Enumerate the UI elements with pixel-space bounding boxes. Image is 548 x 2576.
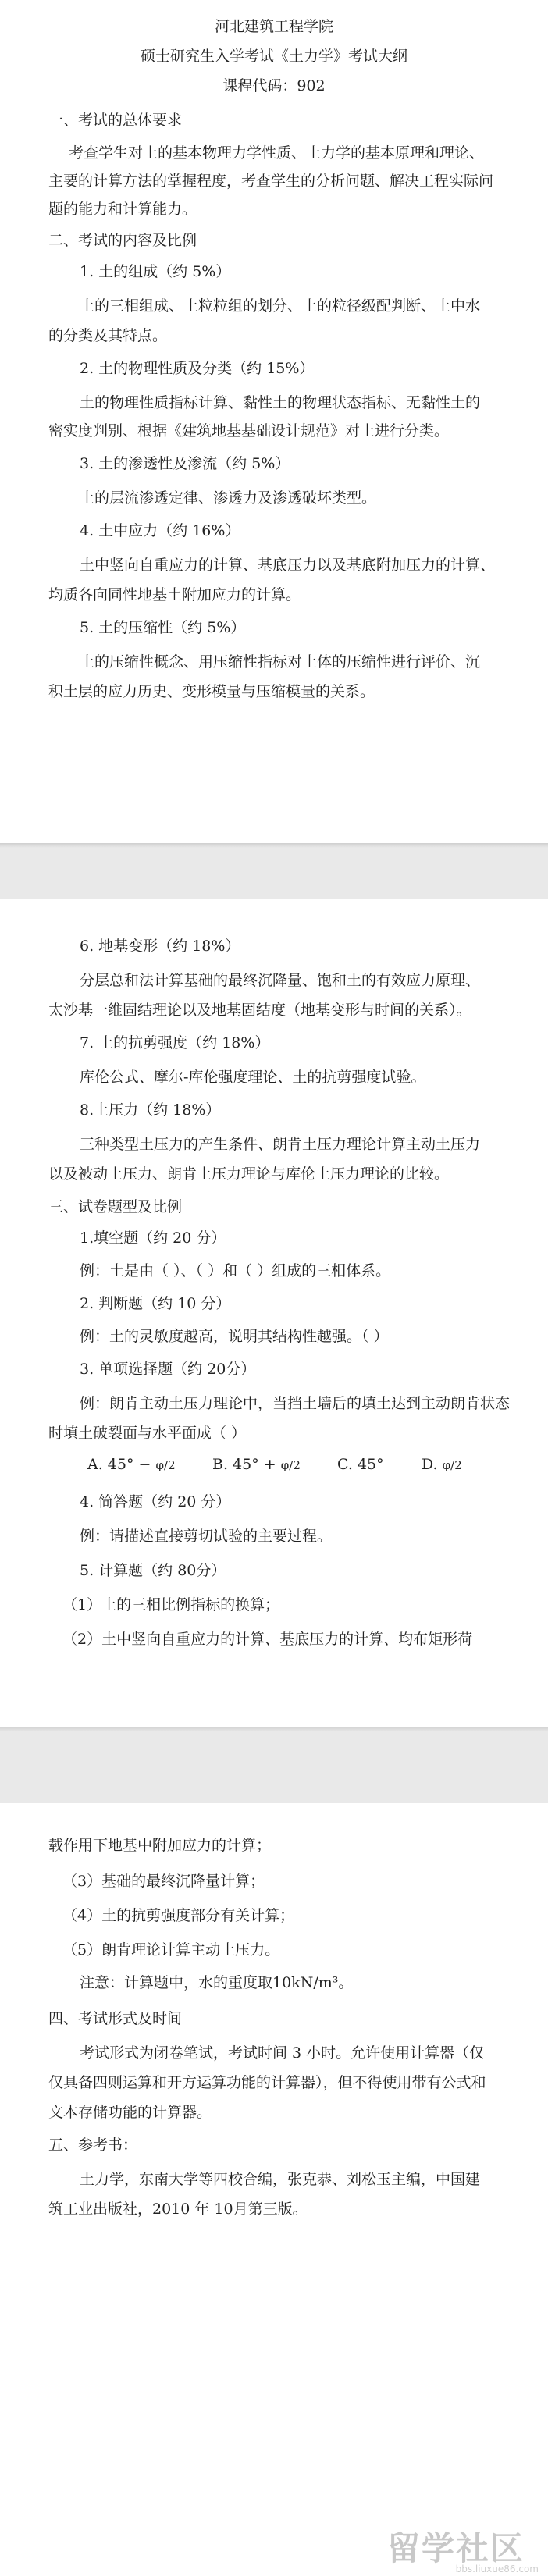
section-heading: 二、考试的内容及比例 — [48, 232, 197, 249]
item-heading: 3. 土的渗透性及渗流（约 5%） — [80, 455, 290, 472]
item-heading: 2. 判断题（约 10 分） — [80, 1295, 231, 1312]
example-line: 例：土是由（ ）、（ ）和（ ）组成的三相体系。 — [80, 1262, 391, 1279]
section-heading: 四、考试形式及时间 — [48, 2010, 183, 2027]
paragraph-line: 土的压缩性概念、用压缩性指标对土体的压缩性进行评价、沉 — [80, 653, 481, 671]
page-1 — [0, 0, 548, 843]
page-title: 硕士研究生入学考试《土力学》考试大纲 — [140, 48, 407, 65]
option-b-text: B. 45° + — [212, 1456, 276, 1473]
paragraph-line: 文本存储功能的计算器。 — [48, 2104, 212, 2121]
page-3 — [0, 1803, 548, 2576]
list-item: （4）土的抗剪强度部分有关计算； — [62, 1907, 295, 1924]
watermark-logo: 留学社区 bbs.liuxue86.com — [387, 2529, 539, 2574]
paragraph-line: 土的三相组成、土粒粒组的划分、土的粒径级配判断、土中水 — [80, 297, 481, 315]
list-item: （3）基础的最终沉降量计算； — [62, 1873, 265, 1890]
paragraph-line: 均质各向同性地基土附加应力的计算。 — [48, 586, 301, 603]
list-item: （2）土中竖向自重应力的计算、基底压力的计算、均布矩形荷 — [62, 1631, 473, 1648]
paragraph-line: 考查学生对土的基本物理力学性质、土力学的基本原理和理论、 — [69, 144, 485, 162]
page-separator — [0, 1727, 548, 1803]
school-name: 河北建筑工程学院 — [214, 18, 333, 35]
paragraph-line: 主要的计算方法的掌握程度，考查学生的分析问题、解决工程实际问 — [48, 173, 494, 190]
phi-half-fraction: φ/2 — [442, 1458, 462, 1472]
paragraph-line: 太沙基一维固结理论以及地基固结度（地基变形与时间的关系）。 — [48, 1002, 471, 1019]
option-d — [422, 1455, 462, 1475]
item-heading: 6. 地基变形（约 18%） — [80, 938, 240, 955]
list-item: （1）土的三相比例指标的换算； — [62, 1596, 280, 1614]
page-separator — [0, 843, 548, 899]
option-a — [87, 1455, 176, 1475]
example-line: 时填土破裂面与水平面成（ ） — [48, 1425, 247, 1442]
paragraph-line: 的分类及其特点。 — [48, 327, 168, 344]
note-line: 注意：计算题中，水的重度取10kN/m³。 — [80, 1974, 354, 1991]
paragraph-line: 考试形式为闭卷笔试，考试时间 3 小时。允许使用计算器（仅 — [80, 2044, 485, 2062]
phi-half-fraction: φ/2 — [280, 1458, 301, 1472]
paragraph-line: 库伦公式、摩尔-库伦强度理论、土的抗剪强度试验。 — [80, 1069, 426, 1086]
item-heading: 8.土压力（约 18%） — [80, 1101, 221, 1119]
option-a-text: A. 45° − — [87, 1456, 151, 1473]
example-line: 例：请描述直接剪切试验的主要过程。 — [80, 1528, 333, 1545]
item-heading: 7. 土的抗剪强度（约 18%） — [80, 1034, 270, 1051]
option-d-text: D. — [422, 1456, 438, 1473]
item-heading: 2. 土的物理性质及分类（约 15%） — [80, 360, 315, 377]
item-heading: 3. 单项选择题（约 20分） — [80, 1361, 256, 1378]
paragraph-line: 以及被动土压力、朗肯土压力理论与库伦土压力理论的比较。 — [48, 1165, 450, 1183]
item-heading: 5. 土的压缩性（约 5%） — [80, 619, 246, 636]
paragraph-line: 积土层的应力历史、变形模量与压缩模量的关系。 — [48, 683, 375, 700]
paragraph-line: 三种类型土压力的产生条件、朗肯土压力理论计算主动土压力 — [80, 1136, 481, 1153]
page-2 — [0, 899, 548, 1727]
section-heading: 一、考试的总体要求 — [48, 112, 183, 129]
option-b — [212, 1455, 301, 1475]
phi-half-fraction: φ/2 — [155, 1458, 176, 1472]
item-heading: 4. 土中应力（约 16%） — [80, 522, 240, 539]
paragraph-line: 密实度判别、根据《建筑地基基础设计规范》对土进行分类。 — [48, 422, 450, 439]
paragraph-line: 分层总和法计算基础的最终沉降量、饱和土的有效应力原理、 — [80, 972, 481, 989]
paragraph-line: 载作用下地基中附加应力的计算； — [48, 1837, 272, 1854]
item-heading: 4. 简答题（约 20 分） — [80, 1493, 231, 1510]
section-heading: 五、参考书： — [48, 2137, 138, 2154]
option-c-text: C. 45° — [337, 1456, 384, 1473]
course-code: 课程代码：902 — [222, 77, 326, 94]
paragraph-line: 筑工业出版社，2010 年 10月第三版。 — [48, 2201, 308, 2218]
section-heading: 三、试卷题型及比例 — [48, 1198, 183, 1215]
paragraph-line: 土的物理性质指标计算、黏性土的物理状态指标、无黏性土的 — [80, 394, 481, 411]
list-item: （5）朗肯理论计算主动土压力。 — [62, 1941, 280, 1959]
item-heading: 5. 计算题（约 80分） — [80, 1562, 226, 1579]
paragraph-line: 土力学，东南大学等四校合编，张克恭、刘松玉主编，中国建 — [80, 2171, 481, 2188]
paragraph-line: 土中竖向自重应力的计算、基底压力以及基底附加压力的计算、 — [80, 557, 496, 574]
example-line: 例：朗肯主动土压力理论中，当挡土墙后的填土达到主动朗肯状态 — [80, 1395, 511, 1412]
example-line: 例：土的灵敏度越高，说明其结构性越强。（ ） — [80, 1328, 389, 1345]
option-c — [337, 1455, 384, 1474]
paragraph-line: 仅具备四则运算和开方运算功能的计算器），但不得使用带有公式和 — [48, 2074, 486, 2091]
item-heading: 1. 土的组成（约 5%） — [80, 263, 231, 280]
paragraph-line: 土的层流渗透定律、渗透力及渗透破坏类型。 — [80, 489, 377, 507]
item-heading: 1.填空题（约 20 分） — [80, 1229, 226, 1247]
paragraph-line: 题的能力和计算能力。 — [48, 201, 197, 218]
